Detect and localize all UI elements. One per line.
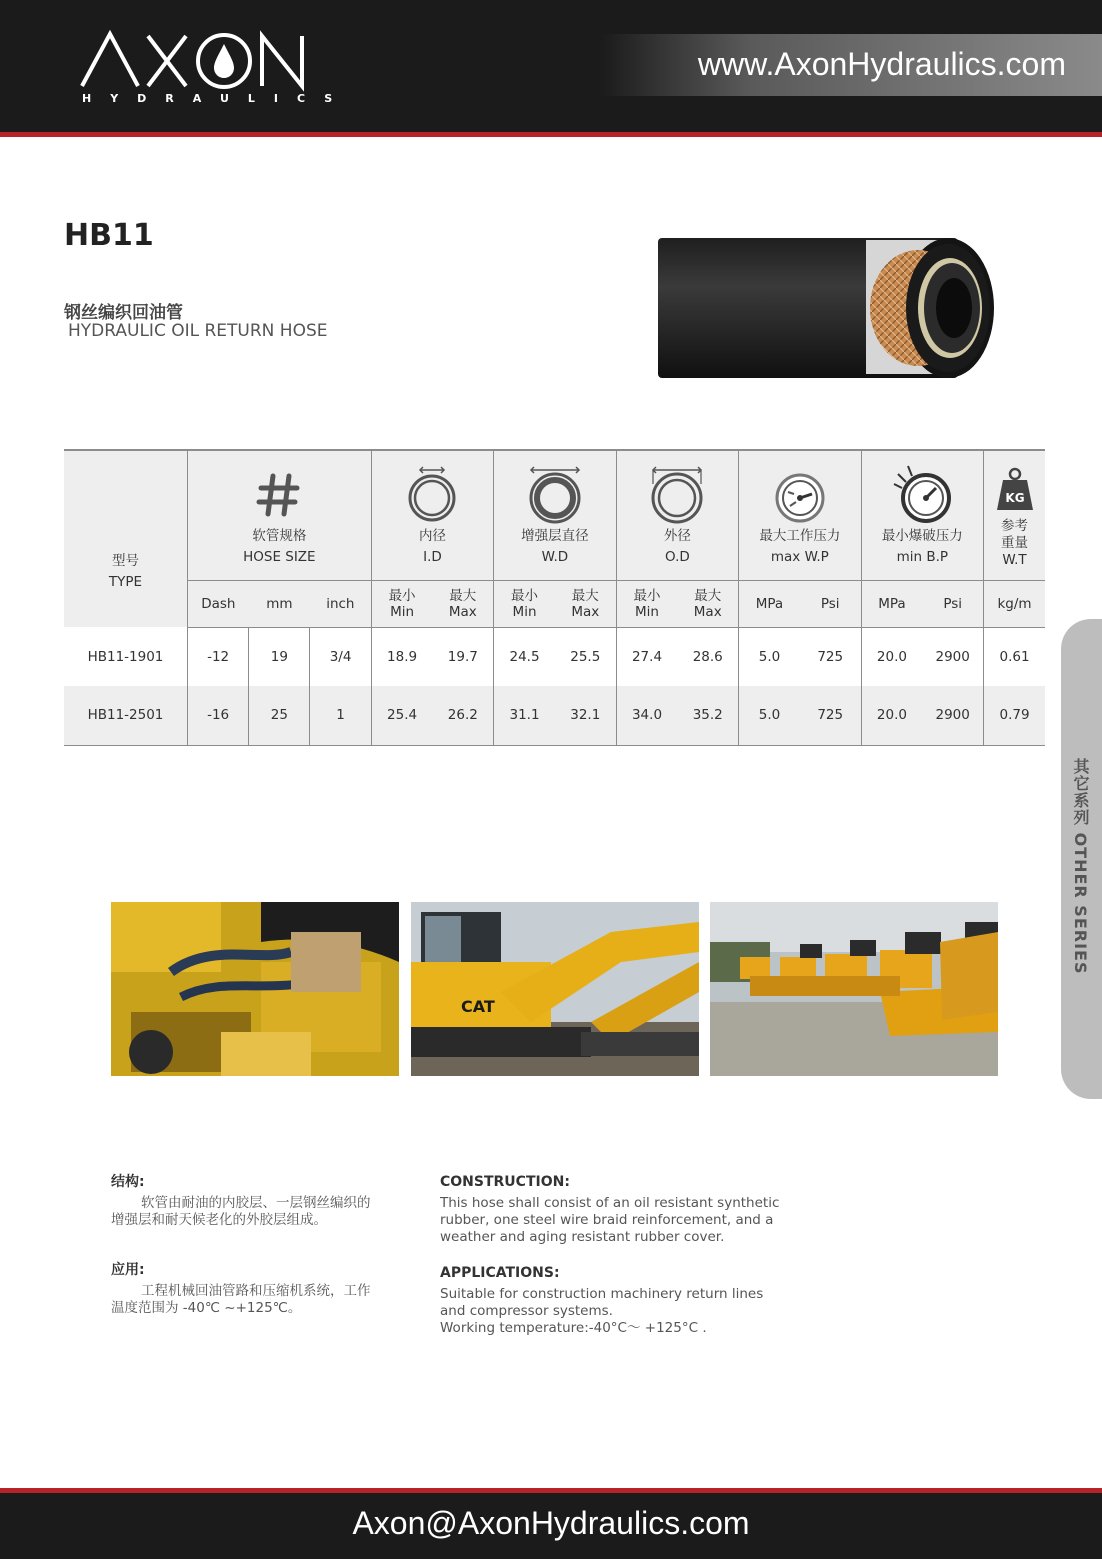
- cell-dash: -12: [188, 627, 249, 686]
- wp-en: max W.P: [770, 549, 829, 566]
- construction-en: [440, 1174, 780, 1246]
- sub-wp-psi: Psi: [800, 580, 861, 627]
- application-en-heading: APPLICATIONS:: [440, 1265, 560, 1281]
- outer-diameter-icon: [617, 464, 738, 524]
- cell-mm: 25: [249, 686, 310, 745]
- wt-cn2: 重量: [1001, 534, 1029, 551]
- cell-bp-psi: 2900: [935, 648, 970, 665]
- od-en: O.D: [664, 549, 690, 566]
- sub-dash: Dash: [188, 580, 249, 627]
- spec-table: [64, 449, 1045, 746]
- burst-gauge-icon: [862, 464, 983, 524]
- cell-wp-mpa: 5.0: [739, 627, 800, 686]
- sub-bp-mpa: MPa: [861, 580, 922, 627]
- cell-wd-min: 31.1: [494, 686, 555, 745]
- cell-od-max: 28.6: [692, 648, 723, 665]
- cell-od-max: 35.2: [677, 686, 738, 745]
- sub-wd-max: [555, 580, 616, 627]
- construction-cn: [111, 1174, 371, 1229]
- cell-mm: 19: [249, 627, 310, 686]
- cell-wd-max: 25.5: [570, 648, 601, 665]
- cell-bp-psi: 2900: [922, 686, 983, 745]
- id-cn: 内径: [418, 528, 446, 545]
- cell-id-max: 26.2: [432, 686, 493, 745]
- sub-wd-min: [494, 580, 555, 627]
- application-cn-text: 工程机械回油管路和压缩机系统，工作温度范围为 -40℃ ~+125℃。: [111, 1283, 371, 1316]
- min-en: Min: [390, 603, 415, 620]
- wd-en: W.D: [541, 549, 569, 566]
- cell-inch: 3/4: [310, 627, 371, 686]
- cell-od-min: 34.0: [616, 686, 677, 745]
- product-name-en: HYDRAULIC OIL RETURN HOSE: [68, 321, 328, 341]
- cell-wd-max: 32.1: [555, 686, 616, 745]
- cell-wt: 0.61: [984, 627, 1045, 686]
- hose-size-en: HOSE SIZE: [243, 549, 316, 566]
- product-code: HB11: [64, 218, 154, 253]
- application-cn-heading: 应用:: [111, 1262, 145, 1278]
- cell-type: HB11-2501: [64, 686, 188, 745]
- engine-hose-photo: [111, 902, 399, 1076]
- min-cn: 最小: [511, 587, 539, 604]
- cell-id-min: 25.4: [371, 686, 432, 745]
- construction-cn-text: 软管由耐油的内胶层、一层钢丝编织的增强层和耐天候老化的外胶层组成。: [111, 1195, 371, 1228]
- cell-dash: -16: [188, 686, 249, 745]
- cell-bp-mpa: 20.0: [861, 627, 922, 686]
- cell-inch: 1: [310, 686, 371, 745]
- inner-diameter-icon: [372, 464, 493, 524]
- max-cn: 最大: [694, 587, 722, 604]
- wd-header: [494, 450, 616, 580]
- kg-text: KG: [1004, 490, 1025, 505]
- cell-bp-mpa: 20.0: [861, 686, 922, 745]
- max-cn: 最大: [449, 587, 477, 604]
- bp-cn: 最小爆破压力: [881, 528, 963, 545]
- construction-en-heading: CONSTRUCTION:: [440, 1174, 570, 1190]
- sub-id-max: [432, 580, 493, 627]
- max-en: Max: [571, 603, 600, 620]
- wd-cn: 增强层直径: [521, 528, 589, 545]
- construction-cn-heading: 结构:: [111, 1174, 145, 1190]
- table-row: [64, 627, 1045, 686]
- axon-logo: [78, 24, 352, 114]
- type-label-en: TYPE: [108, 574, 143, 590]
- header-accent-stripe: [0, 132, 1102, 137]
- cell-wp-psi: 725: [817, 648, 844, 665]
- cell-wp-psi: 725: [800, 686, 861, 745]
- logo-subtitle: HYDRAULICS: [82, 92, 352, 105]
- pressure-gauge-icon: [739, 464, 860, 524]
- reinforcement-diameter-icon: [494, 464, 615, 524]
- cell-wp-mpa: 5.0: [739, 686, 800, 745]
- hose-cutaway-image: [656, 232, 998, 382]
- application-en: [440, 1265, 780, 1337]
- road-rollers-photo: [710, 902, 998, 1076]
- bp-header: [861, 450, 983, 580]
- type-header: [64, 450, 188, 627]
- type-label-cn: 型号: [112, 553, 139, 569]
- website-url[interactable]: www.AxonHydraulics.com: [697, 46, 1066, 82]
- wt-en: W.T: [1002, 551, 1027, 568]
- min-cn: 最小: [633, 587, 661, 604]
- sub-od-max: [677, 580, 738, 627]
- weight-kg-icon: [984, 462, 1045, 514]
- cell-id-min: 18.9: [371, 627, 432, 686]
- working-temperature-text: Working temperature:-40°C～ +125°C .: [440, 1320, 707, 1336]
- excavator-photo: [411, 902, 699, 1076]
- construction-en-text: This hose shall consist of an oil resistant synthetic rubber, one steel wire braid reinforcement, and a weather and aging resistant rubber cover.: [440, 1195, 780, 1245]
- cell-type: HB11-1901: [87, 648, 164, 665]
- wt-header: [984, 450, 1045, 580]
- max-en: Max: [448, 603, 477, 620]
- max-cn: 最大: [571, 587, 599, 604]
- max-en: Max: [693, 603, 722, 620]
- wt-cn1: 参考: [1001, 517, 1029, 534]
- cell-od-min: 27.4: [616, 627, 677, 686]
- cell-wd-min: 24.5: [494, 627, 555, 686]
- id-header: [371, 450, 493, 580]
- contact-email[interactable]: Axon@AxonHydraulics.com: [352, 1505, 750, 1541]
- sub-kgm: kg/m: [984, 580, 1045, 627]
- sub-wp-mpa: MPa: [739, 580, 800, 627]
- application-cn: [111, 1262, 371, 1317]
- wp-header: [739, 450, 861, 580]
- table-row: [64, 686, 1045, 745]
- application-en-text: Suitable for construction machinery return lines and compressor systems.: [440, 1286, 764, 1319]
- min-en: Min: [635, 603, 659, 620]
- hash-icon: [188, 464, 371, 524]
- cell-wt: 0.79: [984, 686, 1045, 745]
- product-name-cn: 钢丝编织回油管: [64, 303, 183, 323]
- hose-size-header: [188, 450, 372, 580]
- bp-en: min B.P: [896, 549, 949, 566]
- od-cn: 外径: [663, 528, 691, 545]
- sub-inch: inch: [310, 580, 371, 627]
- min-en: Min: [512, 603, 537, 620]
- cell-id-max: 19.7: [447, 648, 478, 665]
- id-en: I.D: [423, 549, 442, 566]
- sub-od-min: [616, 580, 677, 627]
- svg-text:CAT: CAT: [461, 997, 495, 1016]
- wp-cn: 最大工作压力: [759, 528, 841, 545]
- side-tab-label: 其它系列 OTHER SERIES: [1071, 758, 1090, 975]
- sub-bp-psi: Psi: [922, 580, 983, 627]
- hose-size-cn: 软管规格: [252, 528, 307, 545]
- od-header: [616, 450, 738, 580]
- sub-id-min: [371, 580, 432, 627]
- sub-mm: mm: [249, 580, 310, 627]
- min-cn: 最小: [388, 587, 416, 604]
